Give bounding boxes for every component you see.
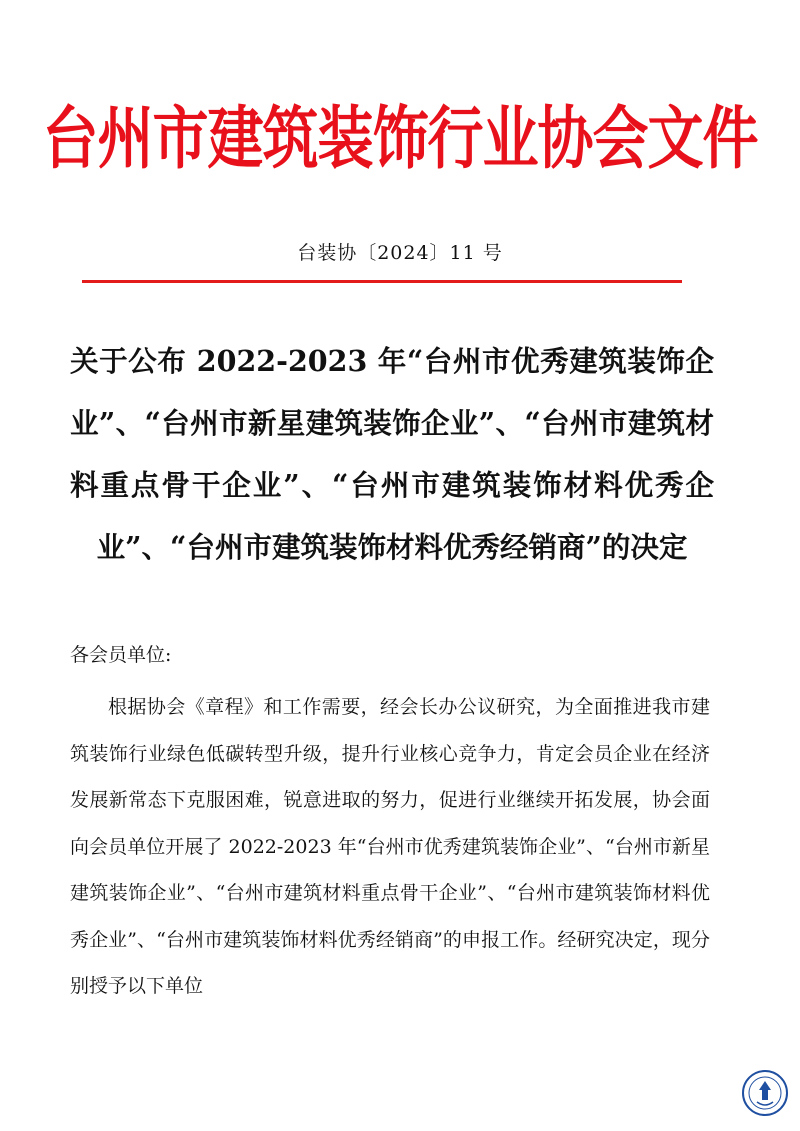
seal-graphic [740, 1068, 790, 1118]
masthead [0, 84, 800, 184]
masthead-title: 台州市建筑装饰行业协会文件 [42, 99, 758, 180]
body-paragraph: 根据协会《章程》和工作需要，经会长办公议研究，为全面推进我市建筑装饰行业绿色低碳转型升级，提升行业核心竞争力，肯定会员企业在经济发展新常态下克服困难，锐意进取的努力，促进行业继续开拓发展，协会面向会员单位开展了 2022-2023 年“台州市优秀建筑装饰企业”、“台州市新星建筑装饰企业”、“台州市建筑材料重点骨干企业”、“台州市建筑装饰材料优秀企业”、“台州市建筑装饰材料优秀经销商”的申报工作。经研究决定，现分别授予以下单位 [70, 696, 710, 997]
salutation: 各会员单位: [70, 644, 172, 666]
document-number: 台装协〔2024〕11 号 [297, 242, 503, 264]
document-title: 关于公布 2022-2023 年“台州市优秀建筑装饰企业”、“台州市新星建筑装饰企业”、“台州市建筑材料重点骨干企业”、“台州市建筑装饰材料优秀企业”、“台州市建筑装饰材料优秀经销商”的决定 [70, 344, 714, 564]
red-divider-line [82, 280, 682, 283]
association-seal-icon [740, 1068, 790, 1118]
